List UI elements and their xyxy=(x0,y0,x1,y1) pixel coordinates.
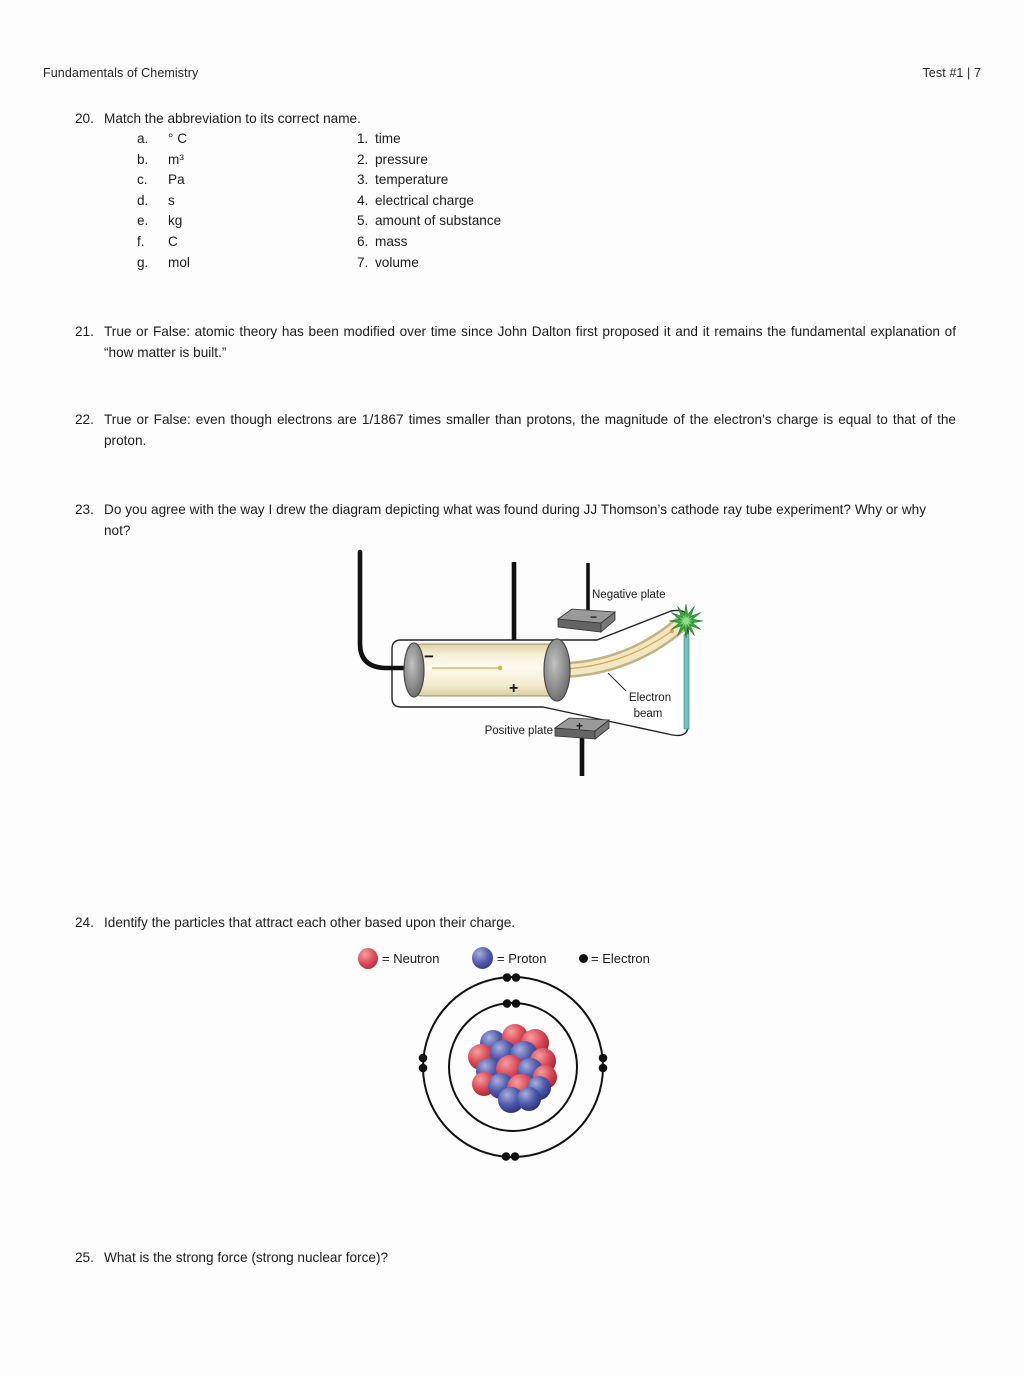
question-20 xyxy=(75,108,361,129)
question-23 xyxy=(75,499,926,541)
match-term: mol xyxy=(168,254,190,270)
question-21-number: 21. xyxy=(75,324,94,339)
match-row xyxy=(137,232,190,253)
match-row xyxy=(137,211,190,232)
match-term: C xyxy=(168,233,178,249)
match-row xyxy=(137,191,190,212)
cathode-ray-tube-diagram xyxy=(335,548,705,788)
question-21 xyxy=(75,321,956,363)
match-number: 5. xyxy=(357,213,369,229)
match-name: amount of substance xyxy=(375,213,502,229)
question-25 xyxy=(75,1247,388,1268)
header-title: Fundamentals of Chemistry xyxy=(43,66,199,80)
match-number: 2. xyxy=(357,151,369,167)
match-letter: c. xyxy=(137,172,148,188)
match-letter: e. xyxy=(137,213,149,229)
match-name: time xyxy=(375,131,401,146)
match-row xyxy=(357,253,501,274)
electron-legend-label: = Electron xyxy=(591,951,650,966)
match-number: 3. xyxy=(357,172,369,188)
match-number: 7. xyxy=(357,254,369,270)
match-row xyxy=(357,170,501,191)
match-row xyxy=(357,129,501,150)
negative-plate-label: Negative plate xyxy=(592,589,666,601)
nucleus xyxy=(468,1024,557,1113)
question-24 xyxy=(75,912,515,933)
negative-plate-minus-sign: − xyxy=(590,610,598,624)
tube-cylinder xyxy=(413,644,557,696)
match-number: 4. xyxy=(357,192,369,208)
match-row xyxy=(137,150,190,171)
match-row xyxy=(357,211,501,232)
question-23-number: 23. xyxy=(75,502,94,517)
cylinder-ray-arrow xyxy=(498,666,502,670)
electron-dot-icon xyxy=(579,954,588,963)
match-letter: a. xyxy=(137,131,149,146)
match-number: 1. xyxy=(357,131,369,146)
q20-abbreviation-column xyxy=(137,129,190,273)
positive-plate-label: Positive plate xyxy=(484,725,553,737)
match-number: 6. xyxy=(357,233,369,249)
q20-name-column xyxy=(357,129,501,273)
match-letter: b. xyxy=(137,151,149,167)
match-name: temperature xyxy=(375,172,449,188)
match-row xyxy=(137,170,190,191)
proton-legend-label: = Proton xyxy=(497,951,547,966)
match-term: s xyxy=(168,192,175,208)
proton-sphere-icon xyxy=(472,947,493,969)
neutron-legend-label: = Neutron xyxy=(382,951,440,966)
fluorescent-screen xyxy=(684,634,689,729)
match-row xyxy=(357,232,501,253)
match-row xyxy=(357,150,501,171)
match-term: ° C xyxy=(168,131,188,146)
negative-plate xyxy=(558,609,615,632)
match-name: mass xyxy=(375,233,408,249)
bohr-atom-diagram xyxy=(403,967,623,1167)
header-page-number: Test #1 | 7 xyxy=(922,66,981,80)
cathode-minus-sign: − xyxy=(424,647,434,666)
electron-beam-label-line1: Electron xyxy=(628,692,672,704)
match-name: electrical charge xyxy=(375,192,474,208)
match-term: kg xyxy=(168,213,183,229)
question-24-prompt: Identify the particles that attract each other based upon their charge. xyxy=(104,915,516,930)
match-name: pressure xyxy=(375,151,428,167)
electron-beam-label-line2: beam xyxy=(633,708,663,720)
cathode-cap xyxy=(404,643,424,697)
match-term: Pa xyxy=(168,172,185,188)
match-row xyxy=(357,191,501,212)
match-row xyxy=(137,129,190,150)
neutron-sphere-icon xyxy=(358,948,378,969)
match-row xyxy=(137,253,190,274)
question-20-number: 20. xyxy=(75,111,94,126)
match-term: m³ xyxy=(168,151,184,167)
question-21-prompt: True or False: atomic theory has been modified over time since John Dalton first proposed it and it remains the fundamental explanation of “how matter is built.” xyxy=(104,324,956,360)
match-letter: g. xyxy=(137,254,149,270)
positive-plate-plus-sign: + xyxy=(576,719,584,733)
question-25-number: 25. xyxy=(75,1250,94,1265)
match-letter: f. xyxy=(137,233,145,249)
question-23-prompt: Do you agree with the way I drew the diagram depicting what was found during JJ Thomson’s cathode ray tube experiment? Why or why not? xyxy=(104,502,926,538)
question-22 xyxy=(75,409,956,451)
match-name: volume xyxy=(375,254,419,270)
question-22-number: 22. xyxy=(75,412,94,427)
question-24-number: 24. xyxy=(75,915,94,930)
positive-plate xyxy=(555,718,609,739)
anode-cap xyxy=(544,639,570,701)
question-20-prompt: Match the abbreviation to its correct name. xyxy=(104,111,361,126)
question-25-prompt: What is the strong force (strong nuclear force)? xyxy=(104,1250,389,1265)
question-22-prompt: True or False: even though electrons are 1/1867 times smaller than protons, the magnitude of the electron’s charge is equal to that of the proton. xyxy=(104,412,956,448)
anode-plus-sign: + xyxy=(509,680,519,697)
match-letter: d. xyxy=(137,192,149,208)
